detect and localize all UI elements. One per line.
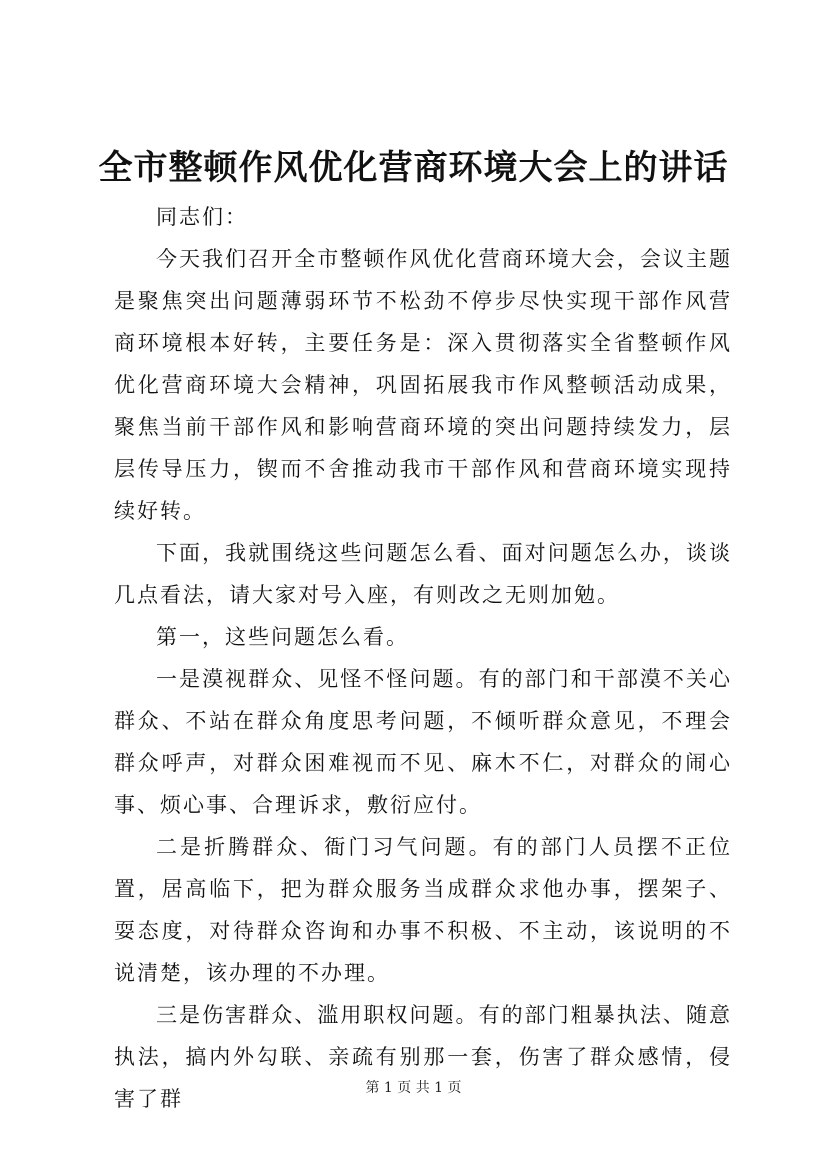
paragraph-section-one-heading: 第一，这些问题怎么看。 — [156, 625, 409, 649]
document-title: 全市整顿作风优化营商环境大会上的讲话 — [98, 148, 729, 188]
paragraph-issue-three: 三是伤害群众、滥用职权问题。有的部门粗暴执法、随意执法，搞内外勾联、亲疏有别那一套，伤害了群众感情，侵害了群 — [114, 1003, 732, 1111]
paragraph-overview: 下面，我就围绕这些问题怎么看、面对问题怎么办，谈谈几点看法，请大家对号入座，有则改之无则加勉。 — [114, 541, 732, 607]
paragraph-meeting-intro: 今天我们召开全市整顿作风优化营商环境大会，会议主题是聚焦突出问题薄弱环节不松劲不停步尽快实现干部作风营商环境根本好转，主要任务是：深入贯彻落实全省整顿作风优化营商环境大会精神，巩固拓展我市作风整顿活动成果，聚焦当前干部作风和影响营商环境的突出问题持续发力，层层传导压力，锲而不舍推动我市干部作风和营商环境实现持续好转。 — [114, 247, 732, 523]
document-body — [114, 196, 732, 1120]
paragraph-salutation: 同志们： — [156, 205, 248, 229]
paragraph-issue-one: 一是漠视群众、见怪不怪问题。有的部门和干部漠不关心群众、不站在群众角度思考问题，不倾听群众意见，不理会群众呼声，对群众困难视而不见、麻木不仁，对群众的闹心事、烦心事、合理诉求，敷衍应付。 — [114, 667, 732, 817]
paragraph-issue-two: 二是折腾群众、衙门习气问题。有的部门人员摆不正位置，居高临下，把为群众服务当成群众求他办事，摆架子、耍态度，对待群众咨询和办事不积极、不主动，该说明的不说清楚，该办理的不办理。 — [114, 835, 732, 985]
page-footer: 第 1 页 共 1 页 — [365, 1080, 462, 1096]
